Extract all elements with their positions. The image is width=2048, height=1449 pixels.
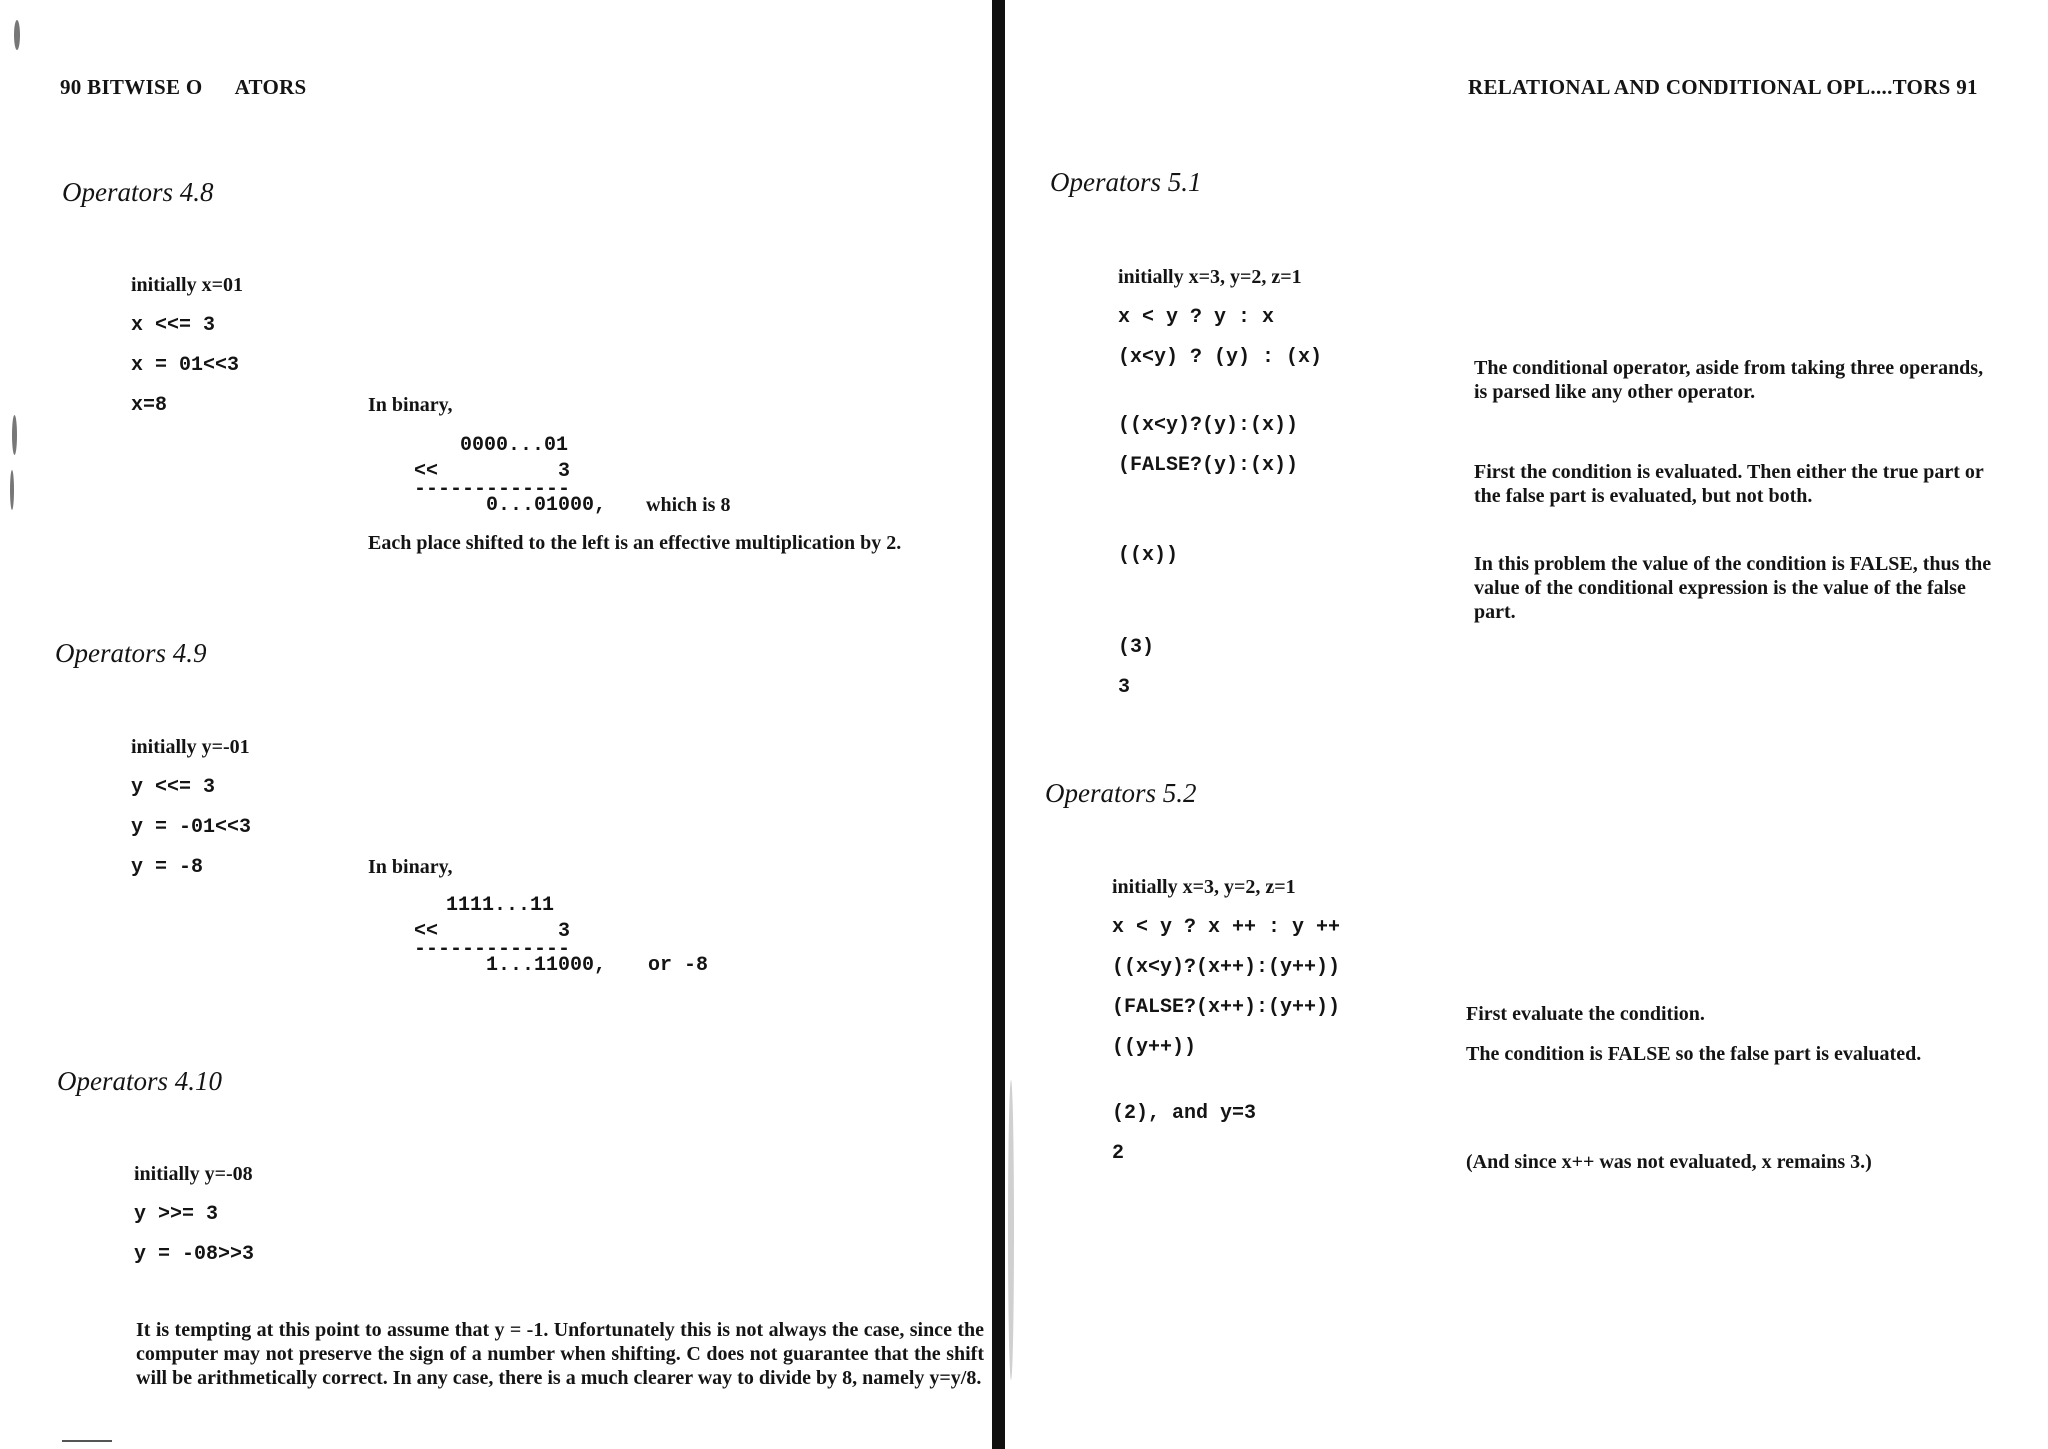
code-line: initially y=-08 bbox=[134, 1163, 253, 1185]
code-line: x=8 bbox=[131, 394, 168, 417]
left-page-header: 90 BITWISE O ATORS bbox=[60, 75, 307, 99]
code-line: y = -8 bbox=[131, 856, 204, 879]
code-line: initially x=3, y=2, z=1 bbox=[1112, 876, 1296, 898]
code-line: 3 bbox=[1118, 676, 1131, 699]
code-line: x < y ? y : x bbox=[1118, 306, 1275, 329]
code-line: (FALSE?(x++):(y++)) bbox=[1112, 996, 1341, 1019]
explanation-text: (And since x++ was not evaluated, x remains 3.) bbox=[1466, 1151, 1872, 1173]
code-line: ((x<y)?(y):(x)) bbox=[1118, 414, 1299, 437]
in-binary-label: In binary, bbox=[368, 394, 453, 416]
section-title-5-2: Operators 5.2 bbox=[1045, 778, 1197, 808]
code-line: 2 bbox=[1112, 1142, 1125, 1165]
code-line: x = 01<<3 bbox=[131, 354, 240, 377]
code-line: initially x=3, y=2, z=1 bbox=[1118, 266, 1302, 288]
code-line: initially x=01 bbox=[131, 274, 243, 296]
explanation-text: First evaluate the condition. bbox=[1466, 1003, 1705, 1025]
right-page-header: RELATIONAL AND CONDITIONAL OPL....TORS 91 bbox=[1468, 75, 1978, 99]
code-line: (2), and y=3 bbox=[1112, 1102, 1257, 1125]
binary-line: << 3 bbox=[414, 460, 571, 483]
page-gutter bbox=[992, 0, 1005, 1449]
code-line: (3) bbox=[1118, 636, 1155, 659]
section-title-5-1: Operators 5.1 bbox=[1050, 167, 1202, 197]
binary-result: 1...11000, bbox=[486, 954, 607, 977]
code-line: (FALSE?(y):(x)) bbox=[1118, 454, 1299, 477]
binary-divider: ------------- bbox=[414, 938, 571, 961]
section-title-4-9: Operators 4.9 bbox=[55, 638, 207, 668]
code-line: y <<= 3 bbox=[131, 776, 216, 799]
explanation-paragraph: It is tempting at this point to assume that y = -1. Unfortunately this is not always the case, since the computer may not preserve the sign of a number when shifting. C does not guarantee that the shift will be arithmetically correct. In any case, there is a much clearer way to divide by 8, namely y=y/8. bbox=[136, 1319, 984, 1389]
code-line: ((x<y)?(x++):(y++)) bbox=[1112, 956, 1341, 979]
section-title-4-10: Operators 4.10 bbox=[57, 1066, 223, 1096]
explanation-text: The condition is FALSE so the false part is evaluated. bbox=[1466, 1043, 1922, 1065]
binary-divider: ------------- bbox=[414, 478, 571, 501]
scan-speck bbox=[14, 20, 20, 50]
bottom-rule bbox=[62, 1440, 112, 1442]
explanation-text: First the condition is evaluated. Then either the true part or the false part is evaluated, but not both. bbox=[1474, 461, 1984, 507]
code-line: x <<= 3 bbox=[131, 314, 216, 337]
explanation-text: Each place shifted to the left is an effective multiplication by 2. bbox=[368, 532, 902, 554]
code-line: y = -08>>3 bbox=[134, 1243, 255, 1266]
scan-speck bbox=[1008, 1080, 1014, 1380]
binary-result-note: or -8 bbox=[648, 954, 709, 977]
code-line: ((x)) bbox=[1118, 544, 1179, 567]
binary-line: 1111...11 bbox=[446, 894, 555, 917]
code-line: x < y ? x ++ : y ++ bbox=[1112, 916, 1341, 939]
code-line: initially y=-01 bbox=[131, 736, 250, 758]
explanation-text: In this problem the value of the condition is FALSE, thus the value of the conditional expression is the value of the false part. bbox=[1474, 553, 1992, 623]
code-line: y >>= 3 bbox=[134, 1203, 219, 1226]
binary-line: << 3 bbox=[414, 920, 571, 943]
scan-speck bbox=[10, 470, 14, 510]
section-title-4-8: Operators 4.8 bbox=[62, 177, 214, 207]
code-line: ((y++)) bbox=[1112, 1036, 1197, 1059]
binary-line: 0000...01 bbox=[460, 434, 569, 457]
binary-result: 0...01000, bbox=[486, 494, 607, 517]
code-line: y = -01<<3 bbox=[131, 816, 252, 839]
binary-result-note: which is 8 bbox=[646, 494, 731, 516]
code-line: (x<y) ? (y) : (x) bbox=[1118, 346, 1323, 369]
explanation-text: The conditional operator, aside from taking three operands, is parsed like any other operator. bbox=[1474, 357, 1984, 403]
in-binary-label: In binary, bbox=[368, 856, 453, 878]
scan-speck bbox=[12, 415, 17, 455]
